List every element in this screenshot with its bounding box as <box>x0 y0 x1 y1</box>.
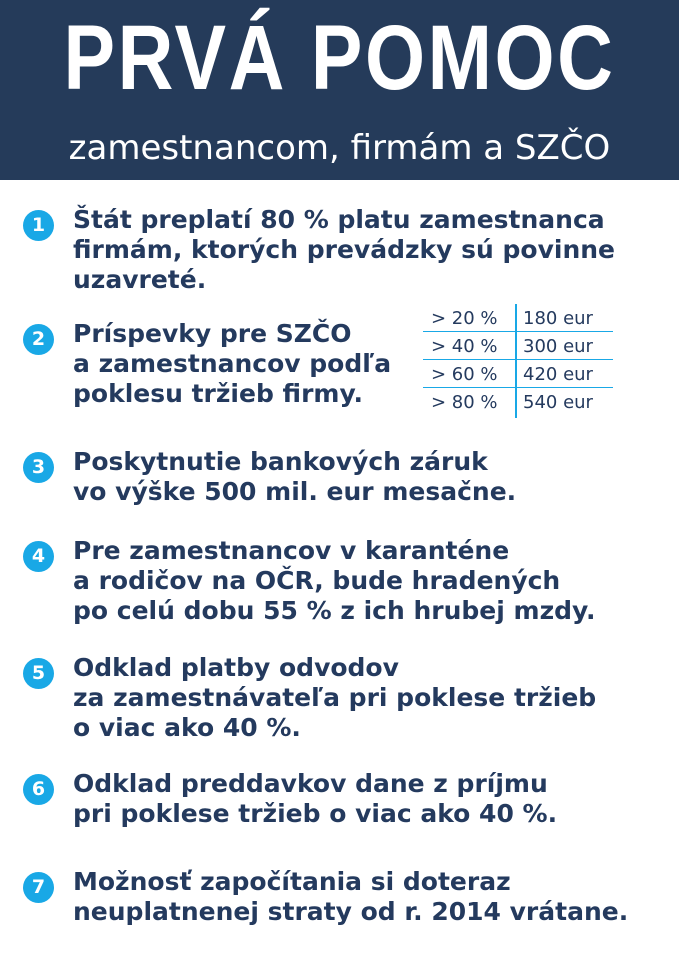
item-line: po celú dobu 55 % z ich hrubej mzdy. <box>73 596 596 625</box>
number-badge: 1 <box>23 210 54 241</box>
item-line: pri poklese tržieb o viac ako 40 %. <box>73 799 558 828</box>
item-line: Príspevky pre SZČO <box>73 319 352 348</box>
item-line: poklesu tržieb firmy. <box>73 379 363 408</box>
item-text <box>73 653 596 743</box>
table-row <box>423 388 613 416</box>
item-text <box>73 319 391 409</box>
item-line: uzavreté. <box>73 265 207 294</box>
item-line: za zamestnávateľa pri poklese tržieb <box>73 683 597 712</box>
contribution-table <box>423 304 613 418</box>
item-line: Možnosť započítania si doteraz <box>73 867 511 896</box>
number-badge: 3 <box>23 452 54 483</box>
item-text <box>73 867 628 927</box>
header-banner <box>0 0 679 180</box>
number-badge: 5 <box>23 658 54 689</box>
item-line: Štát preplatí 80 % platu zamestnanca <box>73 205 605 234</box>
table-cell-amount: 180 eur <box>523 308 593 329</box>
table-cell-drop: > 20 % <box>431 308 498 329</box>
table-cell-drop: > 40 % <box>431 336 498 357</box>
item-line: Odklad platby odvodov <box>73 653 399 682</box>
item-line: neuplatnenej straty od r. 2014 vrátane. <box>73 897 629 926</box>
item-line: Poskytnutie bankových záruk <box>73 447 488 476</box>
item-text <box>73 205 615 295</box>
item-line: Odklad preddavkov dane z príjmu <box>73 769 548 798</box>
item-line: a rodičov na OČR, bude hradených <box>73 566 561 595</box>
item-line: o viac ako 40 %. <box>73 713 301 742</box>
number-badge: 6 <box>23 774 54 805</box>
table-row <box>423 332 613 360</box>
item-line: vo výške 500 mil. eur mesačne. <box>73 477 517 506</box>
item-text <box>73 447 516 507</box>
table-column-divider <box>515 304 517 418</box>
page-subtitle: zamestnancom, firmám a SZČO <box>68 128 611 168</box>
number-badge: 2 <box>23 324 54 355</box>
item-line: a zamestnancov podľa <box>73 349 392 378</box>
table-cell-drop: > 60 % <box>431 364 498 385</box>
table-cell-drop: > 80 % <box>431 392 498 413</box>
table-row <box>423 304 613 332</box>
number-badge: 7 <box>23 872 54 903</box>
table-row <box>423 360 613 388</box>
item-line: Pre zamestnancov v karanténe <box>73 536 510 565</box>
item-line: firmám, ktorých prevádzky sú povinne <box>73 235 616 264</box>
item-text <box>73 536 596 626</box>
table-cell-amount: 540 eur <box>523 392 593 413</box>
table-cell-amount: 420 eur <box>523 364 593 385</box>
item-text <box>73 769 557 829</box>
page-title: PRVÁ POMOC <box>63 7 616 109</box>
number-badge: 4 <box>23 541 54 572</box>
table-cell-amount: 300 eur <box>523 336 593 357</box>
